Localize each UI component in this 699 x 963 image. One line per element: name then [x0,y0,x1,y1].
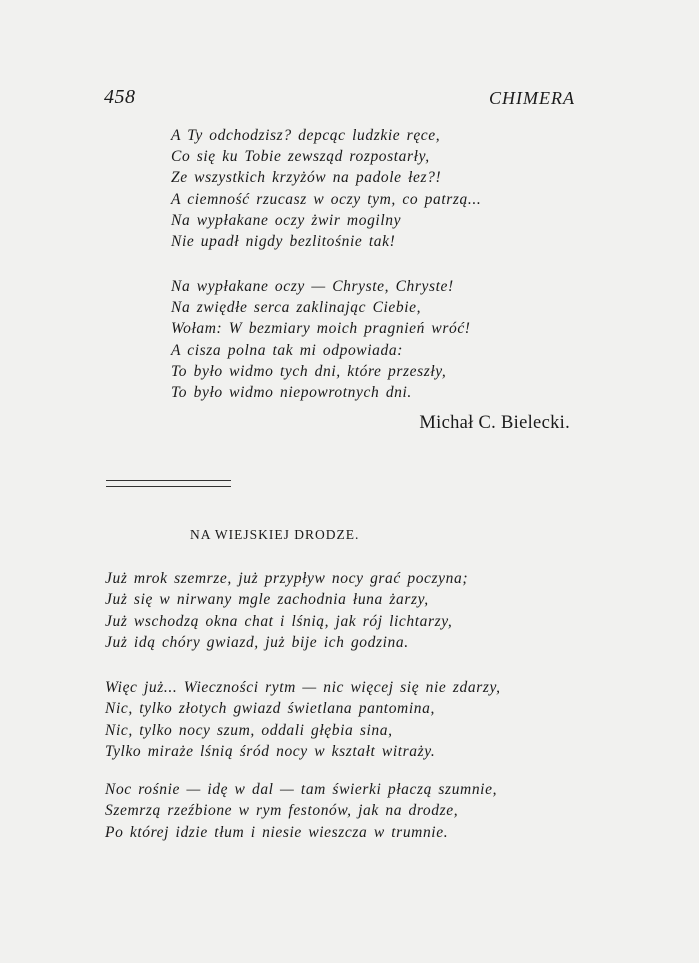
verse-line: Już wschodzą okna chat i lśnią, jak rój lichtarzy, [105,612,453,630]
verse-line: Co się ku Tobie zewsząd rozpostarły, [171,148,430,166]
poem2-stanza1 [105,568,468,654]
section-divider [106,480,231,487]
running-header: CHIMERA [489,88,575,108]
poem-title: NA WIEJSKIEJ DRODZE. [190,527,360,542]
verse-line: Na wypłakane oczy żwir mogilny [171,211,402,229]
verse-line: Tylko miraże lśnią śród nocy w kształt witraży. [105,743,436,761]
poem1-stanza2 [171,276,471,403]
verse-line: A Ty odchodzisz? depcąc ludzkie ręce, [171,127,441,144]
page-number: 458 [104,86,136,108]
author-signature: Michał C. Bielecki. [419,413,570,433]
verse-line: Na zwiędłe serca zaklinając Ciebie, [171,299,422,317]
verse-line: A cisza polna tak mi odpowiada: [171,341,403,359]
verse-line: Już idą chóry gwiazd, już bije ich godzina. [105,634,409,652]
verse-line: Wołam: W bezmiary moich pragnień wróć! [171,320,471,338]
poem2-stanza2 [105,677,501,763]
verse-line: Po której idzie tłum i niesie wieszcza w trumnie. [105,823,449,841]
verse-line: Szemrzą rzeźbione w rym festonów, jak na drodze, [105,802,459,820]
verse-line: Nie upadł nigdy bezlitośnie tak! [171,233,396,251]
verse-line: Na wypłakane oczy — Chryste, Chryste! [171,278,454,295]
verse-line: Nic, tylko złotych gwiazd świetlana pantomina, [105,700,435,718]
verse-line: Nic, tylko nocy szum, oddali głębia sina, [105,721,393,739]
poem2-stanza3 [105,779,497,843]
verse-line: Ze wszystkich krzyżów na padole łez?! [171,169,442,187]
verse-line: A ciemność rzucasz w oczy tym, co patrzą... [171,190,482,208]
verse-line: To było widmo niepowrotnych dni. [171,384,412,402]
poem1-stanza1 [171,125,481,252]
verse-line: Już mrok szemrze, już przypływ nocy grać poczyna; [105,570,469,587]
verse-line: Już się w nirwany mgle zachodnia łuna żarzy, [105,591,429,609]
verse-line: Więc już... Wieczności rytm — nic więcej się nie zdarzy, [105,679,501,696]
verse-line: To było widmo tych dni, które przeszły, [171,362,447,380]
verse-line: Noc rośnie — idę w dal — tam świerki płaczą szumnie, [105,781,498,798]
